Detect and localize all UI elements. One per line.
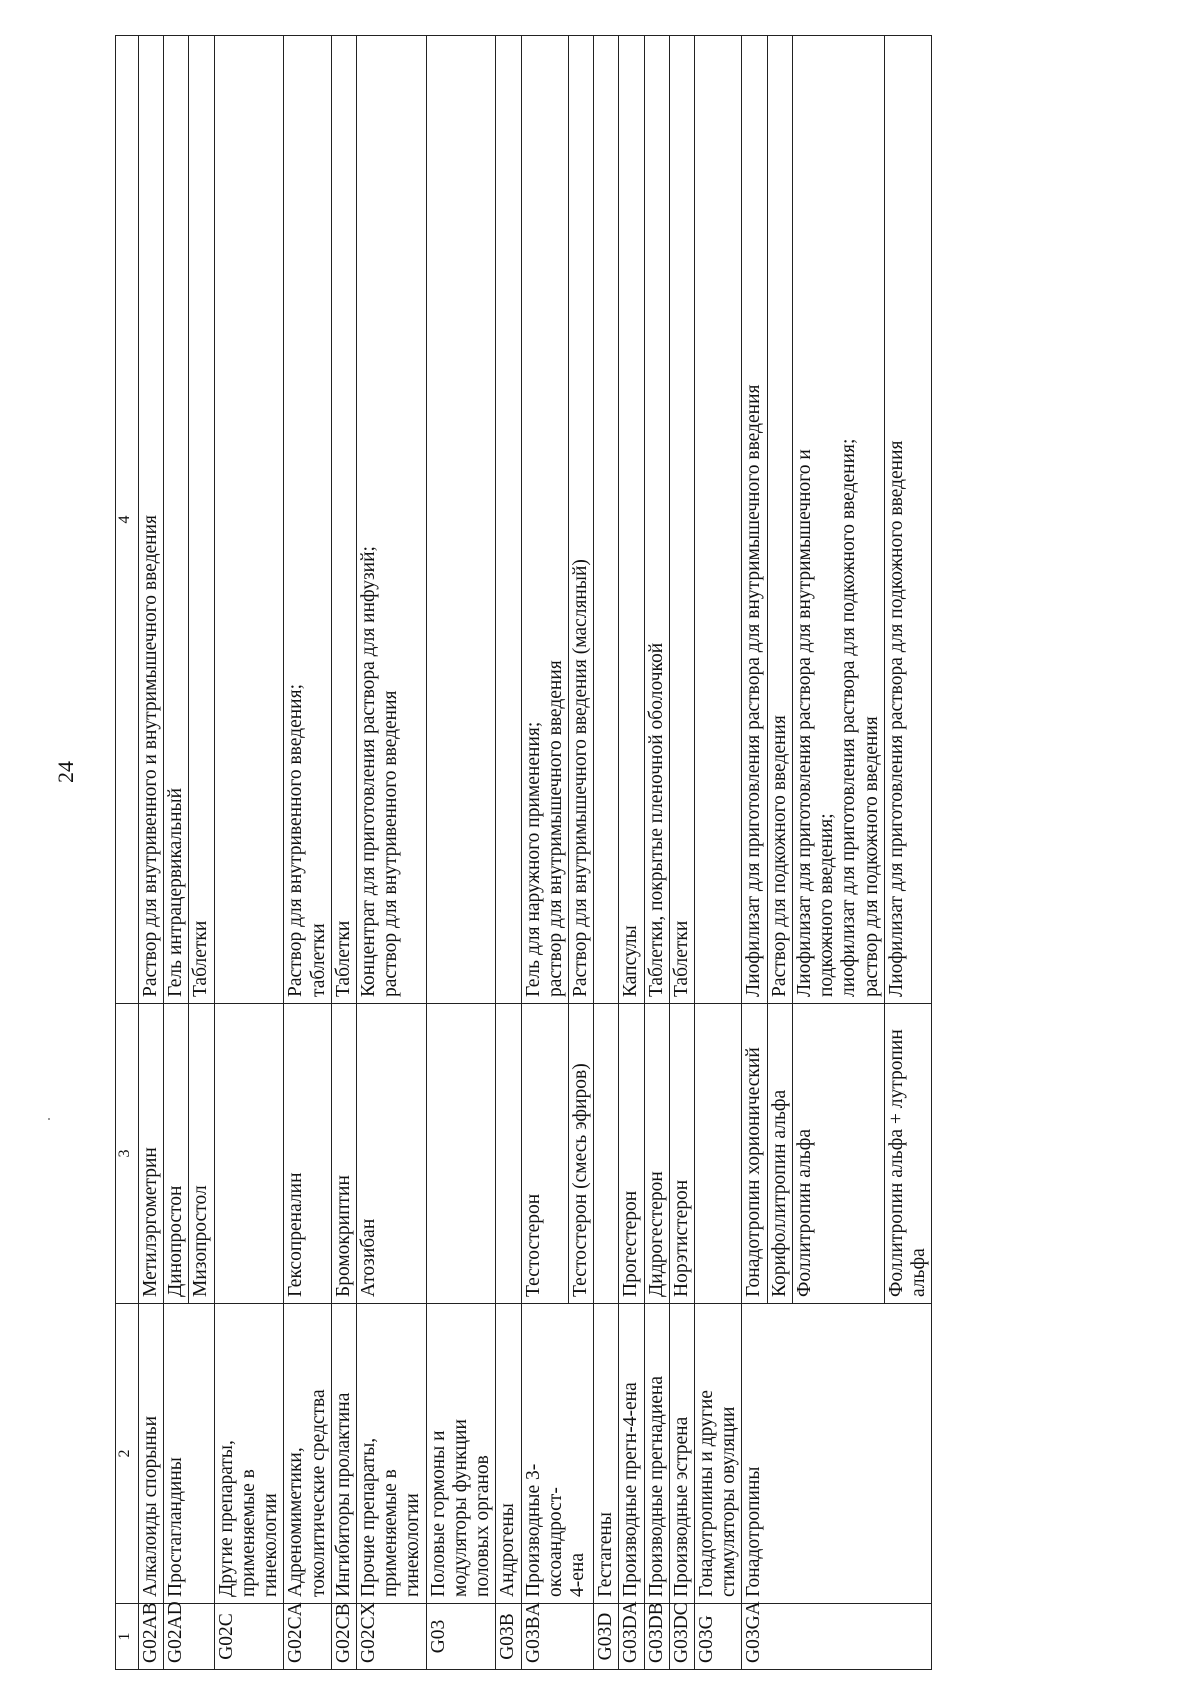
group-line: применяемые в — [380, 1469, 402, 1597]
group-line: Гонадотропины и другие — [696, 1390, 718, 1597]
dosage-form-cell — [619, 36, 644, 1004]
group-line: Производные прегнадиена — [645, 1375, 667, 1597]
table-row — [284, 36, 331, 1670]
atc-code-cell: G02CX — [356, 1604, 426, 1670]
dosage-form-cell — [742, 36, 767, 1004]
atc-code-cell: G03DC — [669, 1604, 694, 1670]
table-row — [619, 36, 644, 1670]
dosage-form-line: Раствор для внутримышечного введения (масляный) — [569, 559, 591, 997]
inn-line: Бромокриптин — [332, 1175, 354, 1297]
atc-code-cell: G03DA — [619, 1604, 644, 1670]
dosage-form-cell — [695, 36, 742, 1004]
inn-cell — [214, 1004, 284, 1304]
dosage-form-line: Лиофилизат для приготовления раствора для внутримышечного введения — [743, 384, 765, 997]
inn-line: Мизопростол — [190, 1185, 212, 1297]
inn-line — [595, 1010, 617, 1297]
group-line: Производные 3- — [522, 1463, 544, 1597]
atc-code-cell: G03B — [496, 1604, 521, 1670]
dosage-form-line: лиофилизат для приготовления раствора для подкожного введения; — [838, 438, 860, 997]
atc-code-cell: G03D — [594, 1604, 619, 1670]
group-line: Простагландины — [165, 1457, 187, 1597]
dosage-form-line: Капсулы — [620, 925, 642, 997]
table-row — [521, 36, 568, 1670]
dosage-form-cell — [214, 36, 284, 1004]
inn-cell — [189, 1004, 214, 1304]
dosage-form-line: раствор для внутримышечного введения — [544, 660, 566, 997]
dosage-form-cell — [568, 36, 593, 1004]
atc-group-cell — [426, 1304, 496, 1604]
table-row — [331, 36, 356, 1670]
inn-cell — [594, 1004, 619, 1304]
atc-group-cell — [496, 1304, 521, 1604]
atc-group-cell — [695, 1304, 742, 1604]
table-row — [594, 36, 619, 1670]
inn-line: Дидрогестерон — [645, 1171, 667, 1297]
dosage-form-line: Раствор для подкожного введения — [768, 715, 790, 997]
dosage-form-cell — [426, 36, 496, 1004]
group-line: Половые гормоны и — [427, 1430, 449, 1597]
atc-code-cell: G02AD — [164, 1604, 214, 1670]
group-line: применяемые в — [237, 1469, 259, 1597]
dosage-form-cell — [284, 36, 331, 1004]
inn-line — [497, 1010, 519, 1297]
dosage-form-line: Таблетки — [332, 920, 354, 997]
dosage-form-cell — [496, 36, 521, 1004]
dosage-form-line: раствор для подкожного введения — [860, 716, 882, 997]
dosage-form-line: Гель для наружного применения; — [522, 721, 544, 997]
inn-line: Тестостерон — [522, 1193, 544, 1297]
group-line: гинекологии — [402, 1493, 424, 1597]
dosage-form-cell — [356, 36, 426, 1004]
table-row — [742, 36, 767, 1670]
atc-code-cell: G03BA — [521, 1604, 594, 1670]
dosage-form-line — [428, 42, 450, 997]
inn-cell — [426, 1004, 496, 1304]
inn-cell — [792, 1004, 884, 1304]
atc-group-cell — [594, 1304, 619, 1604]
group-line: модуляторы функции — [449, 1419, 471, 1597]
atc-group-cell — [356, 1304, 426, 1604]
inn-line — [428, 1010, 450, 1297]
dosage-form-line: Таблетки — [190, 920, 212, 997]
table-header-row — [116, 36, 139, 1670]
atc-code-cell: G03DB — [644, 1604, 669, 1670]
atc-group-cell — [139, 1304, 164, 1604]
dosage-form-line — [595, 42, 617, 997]
inn-line: Корифоллитропин альфа — [768, 1089, 790, 1297]
atc-code-cell: G02CA — [284, 1604, 331, 1670]
dosage-form-line — [696, 42, 718, 997]
inn-line: Прогестерон — [620, 1190, 642, 1297]
group-line: Андрогены — [497, 1503, 519, 1597]
dosage-form-line: Лиофилизат для приготовления раствора для подкожного введения — [885, 440, 907, 997]
dosage-form-line — [216, 42, 238, 997]
atc-group-cell — [644, 1304, 669, 1604]
table-row — [214, 36, 284, 1670]
column-header-4: 4 — [116, 36, 139, 1004]
table-row — [356, 36, 426, 1670]
dosage-form-cell — [594, 36, 619, 1004]
inn-line: Фоллитропин альфа — [793, 1129, 815, 1297]
atc-group-cell — [619, 1304, 644, 1604]
dosage-form-cell — [521, 36, 568, 1004]
table-body — [139, 36, 932, 1670]
atc-group-cell — [164, 1304, 214, 1604]
dosage-form-cell — [767, 36, 792, 1004]
inn-line — [696, 1010, 718, 1297]
atc-drug-table — [115, 35, 932, 1670]
dosage-form-cell — [792, 36, 884, 1004]
dosage-form-cell — [189, 36, 214, 1004]
group-line: гинекологии — [260, 1493, 282, 1597]
group-line: Алкалоиды спорыньи — [140, 1415, 161, 1597]
dosage-form-cell — [331, 36, 356, 1004]
inn-line: Метилэргометрин — [140, 1147, 161, 1297]
dosage-form-cell — [139, 36, 164, 1004]
inn-line: Гексопреналин — [285, 1172, 307, 1297]
group-line: Производные эстрена — [670, 1416, 692, 1597]
dosage-form-line — [497, 42, 519, 997]
atc-code-cell: G02CB — [331, 1604, 356, 1670]
dosage-form-cell — [884, 36, 931, 1004]
dosage-form-cell — [164, 36, 189, 1004]
dosage-form-line: Таблетки — [670, 920, 692, 997]
atc-code-cell: G03GA — [742, 1604, 932, 1670]
inn-line: Тестостерон (смесь эфиров) — [569, 1063, 591, 1297]
column-header-2: 2 — [116, 1304, 139, 1604]
page-number: 24 — [53, 761, 78, 783]
dosage-form-line: Лиофилизат для приготовления раствора для внутримышечного и — [793, 449, 815, 997]
column-header-1: 1 — [116, 1604, 139, 1670]
atc-group-cell — [331, 1304, 356, 1604]
inn-cell — [644, 1004, 669, 1304]
group-line: Ингибиторы пролактина — [332, 1392, 354, 1597]
atc-code-cell: G03G — [695, 1604, 742, 1670]
atc-code-cell: G02C — [214, 1604, 284, 1670]
table-row — [644, 36, 669, 1670]
group-line: токолитические средства — [307, 1389, 329, 1597]
column-header-3: 3 — [116, 1004, 139, 1304]
dosage-form-line: Раствор для внутривенного введения; — [285, 684, 307, 997]
inn-cell — [496, 1004, 521, 1304]
inn-cell — [521, 1004, 568, 1304]
group-line: половых органов — [472, 1455, 494, 1597]
dosage-form-line: таблетки — [307, 923, 329, 997]
group-line: оксоандрост- — [544, 1487, 566, 1597]
dosage-form-line: Концентрат для приготовления раствора для инфузий; — [357, 546, 379, 997]
dosage-form-line: Гель интрацервикальный — [165, 787, 187, 997]
inn-line: Фоллитропин альфа + лутропин — [885, 1029, 907, 1297]
inn-line: Гонадотропин хорионический — [743, 1047, 765, 1297]
group-line: Гонадотропины — [743, 1466, 765, 1597]
atc-group-cell — [214, 1304, 284, 1604]
group-line: стимуляторы овуляции — [718, 1406, 740, 1597]
table-row — [669, 36, 694, 1670]
inn-cell — [139, 1004, 164, 1304]
dosage-form-line: Раствор для внутривенного и внутримышечного введения — [140, 515, 161, 997]
group-line: Адреномиметики, — [285, 1447, 307, 1597]
inn-cell — [767, 1004, 792, 1304]
atc-code-cell: G02AB — [139, 1604, 164, 1670]
inn-line — [216, 1010, 238, 1297]
group-line: Гестагены — [595, 1512, 617, 1597]
inn-line: Норэтистерон — [670, 1179, 692, 1297]
inn-line: Динопростон — [165, 1185, 187, 1297]
inn-line: Атозибан — [357, 1218, 379, 1297]
group-line: 4-ена — [566, 1553, 588, 1597]
inn-cell — [164, 1004, 189, 1304]
atc-group-cell — [284, 1304, 331, 1604]
dosage-form-cell — [669, 36, 694, 1004]
table-row — [496, 36, 521, 1670]
group-line: Другие препараты, — [215, 1440, 237, 1597]
inn-cell — [884, 1004, 931, 1304]
inn-cell — [356, 1004, 426, 1304]
table-row — [164, 36, 189, 1670]
group-line: Производные прегн-4-ена — [620, 1382, 642, 1597]
inn-cell — [669, 1004, 694, 1304]
inn-cell — [284, 1004, 331, 1304]
inn-cell — [331, 1004, 356, 1304]
atc-group-cell — [742, 1304, 932, 1604]
inn-cell — [619, 1004, 644, 1304]
atc-code-cell: G03 — [426, 1604, 496, 1670]
table-row — [426, 36, 496, 1670]
inn-cell — [568, 1004, 593, 1304]
atc-group-cell — [521, 1304, 594, 1604]
dosage-form-line: Таблетки, покрытые пленочной оболочкой — [645, 642, 667, 997]
dosage-form-cell — [644, 36, 669, 1004]
inn-line: альфа — [908, 1248, 929, 1297]
atc-group-cell — [669, 1304, 694, 1604]
inn-cell — [742, 1004, 767, 1304]
dosage-form-line: подкожного введения; — [816, 813, 838, 997]
group-line: Прочие препараты, — [357, 1437, 379, 1597]
dosage-form-line: раствор для внутривенного введения — [380, 690, 402, 997]
table-row — [139, 36, 164, 1670]
inn-cell — [695, 1004, 742, 1304]
table-row — [695, 36, 742, 1670]
